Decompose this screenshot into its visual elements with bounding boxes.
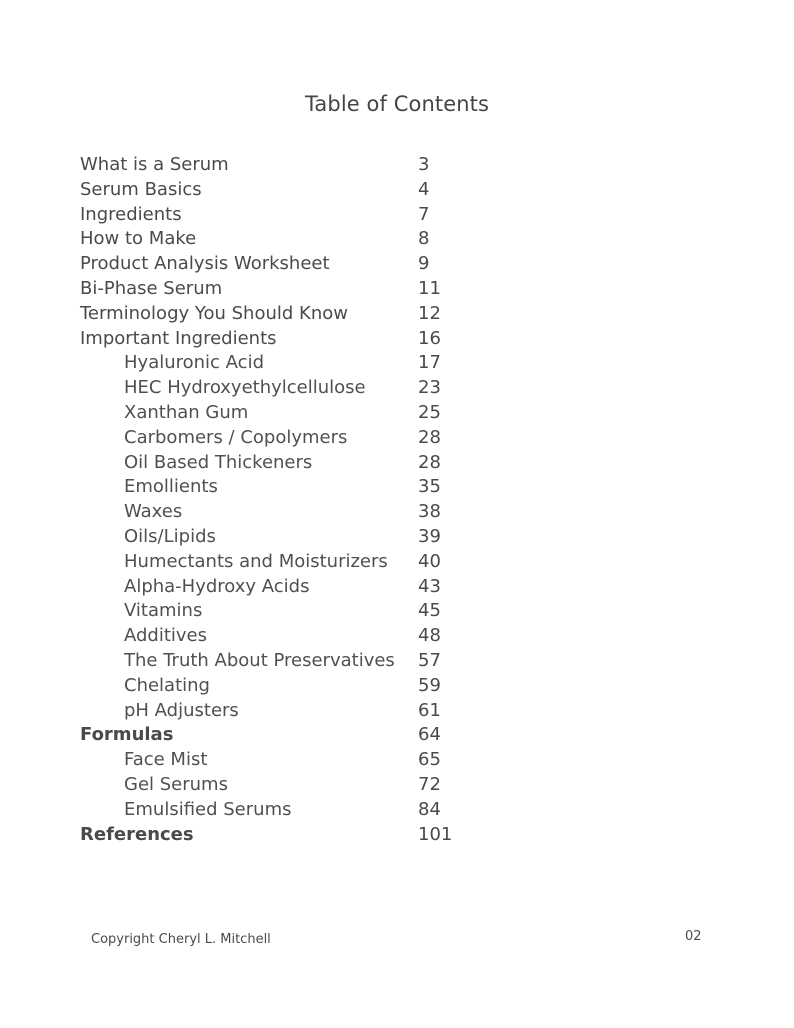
- toc-entry-label: What is a Serum: [80, 154, 229, 175]
- toc-entry-label: Waxes: [124, 501, 183, 523]
- toc-entry[interactable]: [80, 525, 500, 550]
- toc-entry-label: Carbomers / Copolymers: [124, 426, 348, 448]
- toc-entry-label: Serum Basics: [80, 178, 202, 200]
- toc-entry-label: Terminology You Should Know: [80, 302, 348, 324]
- toc-entry[interactable]: [80, 798, 500, 823]
- toc-entry[interactable]: [80, 426, 500, 451]
- toc-entry-label: Face Mist: [124, 749, 208, 771]
- toc-entry[interactable]: [80, 351, 500, 376]
- toc-entry-label: Important Ingredients: [80, 327, 277, 349]
- toc-entry[interactable]: [80, 327, 500, 352]
- toc-entry-page: 12: [418, 302, 441, 324]
- toc-entry-label: Hyaluronic Acid: [124, 352, 264, 374]
- toc-entry[interactable]: [80, 773, 500, 798]
- toc-entry-label: Additives: [124, 625, 208, 647]
- toc-entry[interactable]: [80, 252, 500, 277]
- toc-entry-page: 4: [418, 178, 430, 200]
- toc-entry-page: 61: [418, 699, 441, 721]
- table-of-contents: [80, 153, 500, 847]
- toc-entry-label: How to Make: [80, 228, 197, 250]
- toc-entry-page: 39: [418, 525, 441, 547]
- toc-entry-label: Product Analysis Worksheet: [80, 253, 330, 275]
- toc-entry-label: Gel Serums: [124, 773, 228, 795]
- toc-entry[interactable]: [80, 500, 500, 525]
- toc-entry-label: Alpha-Hydroxy Acids: [124, 575, 310, 597]
- toc-entry[interactable]: [80, 178, 500, 203]
- toc-entry-page: 9: [418, 253, 430, 275]
- toc-entry-label: The Truth About Preservatives: [124, 649, 395, 671]
- toc-entry-label: pH Adjusters: [124, 699, 239, 721]
- toc-entry-page: 101: [418, 823, 453, 845]
- toc-entry-label: Chelating: [124, 674, 210, 696]
- toc-entry[interactable]: [80, 203, 500, 228]
- toc-entry-label: Humectants and Moisturizers: [124, 550, 388, 572]
- toc-entry[interactable]: [80, 475, 500, 500]
- toc-entry-page: 3: [418, 154, 430, 175]
- toc-entry[interactable]: [80, 674, 500, 699]
- toc-entry[interactable]: [80, 277, 500, 302]
- toc-entry[interactable]: [80, 401, 500, 426]
- toc-entry-page: 48: [418, 625, 441, 647]
- toc-entry-page: 11: [418, 277, 441, 299]
- toc-entry[interactable]: [80, 451, 500, 476]
- toc-entry-page: 23: [418, 377, 441, 399]
- toc-entry-label: Vitamins: [124, 600, 203, 622]
- toc-entry-page: 84: [418, 798, 441, 820]
- toc-entry-page: 16: [418, 327, 441, 349]
- toc-entry-page: 38: [418, 501, 441, 523]
- toc-entry[interactable]: [80, 575, 500, 600]
- toc-entry-page: 65: [418, 749, 441, 771]
- toc-entry-label: References: [80, 823, 194, 845]
- toc-entry-label: Ingredients: [80, 203, 182, 225]
- toc-entry-page: 45: [418, 600, 441, 622]
- toc-entry-page: 72: [418, 773, 441, 795]
- toc-entry-page: 7: [418, 203, 430, 225]
- toc-entry[interactable]: [80, 823, 500, 848]
- toc-entry-label: Formulas: [80, 724, 174, 746]
- toc-entry-label: Bi-Phase Serum: [80, 277, 223, 299]
- page-title: Table of Contents: [304, 92, 490, 116]
- toc-entry-label: Oils/Lipids: [124, 525, 216, 547]
- toc-entry-label: Emollients: [124, 476, 218, 498]
- toc-entry-page: 43: [418, 575, 441, 597]
- toc-entry-page: 35: [418, 476, 441, 498]
- toc-entry[interactable]: [80, 302, 500, 327]
- toc-entry-page: 64: [418, 724, 441, 746]
- toc-entry-page: 25: [418, 401, 441, 423]
- toc-entry-label: HEC Hydroxyethylcellulose: [124, 377, 366, 399]
- toc-entry-label: Xanthan Gum: [124, 401, 249, 423]
- footer-copyright: Copyright Cheryl L. Mitchell: [91, 932, 271, 947]
- footer-page-number: 02: [685, 929, 702, 944]
- toc-entry[interactable]: [80, 153, 500, 178]
- toc-entry[interactable]: [80, 376, 500, 401]
- toc-entry[interactable]: [80, 649, 500, 674]
- toc-entry[interactable]: [80, 599, 500, 624]
- toc-entry[interactable]: [80, 723, 500, 748]
- toc-entry-page: 57: [418, 649, 441, 671]
- toc-entry-label: Oil Based Thickeners: [124, 451, 313, 473]
- toc-entry[interactable]: [80, 624, 500, 649]
- toc-entry[interactable]: [80, 550, 500, 575]
- toc-entry-page: 17: [418, 352, 441, 374]
- toc-entry-page: 8: [418, 228, 430, 250]
- toc-entry[interactable]: [80, 227, 500, 252]
- toc-entry-page: 59: [418, 674, 441, 696]
- toc-entry-label: Emulsified Serums: [124, 798, 292, 820]
- toc-entry-page: 28: [418, 426, 441, 448]
- toc-entry-page: 28: [418, 451, 441, 473]
- toc-entry-page: 40: [418, 550, 441, 572]
- toc-entry[interactable]: [80, 699, 500, 724]
- toc-entry[interactable]: [80, 748, 500, 773]
